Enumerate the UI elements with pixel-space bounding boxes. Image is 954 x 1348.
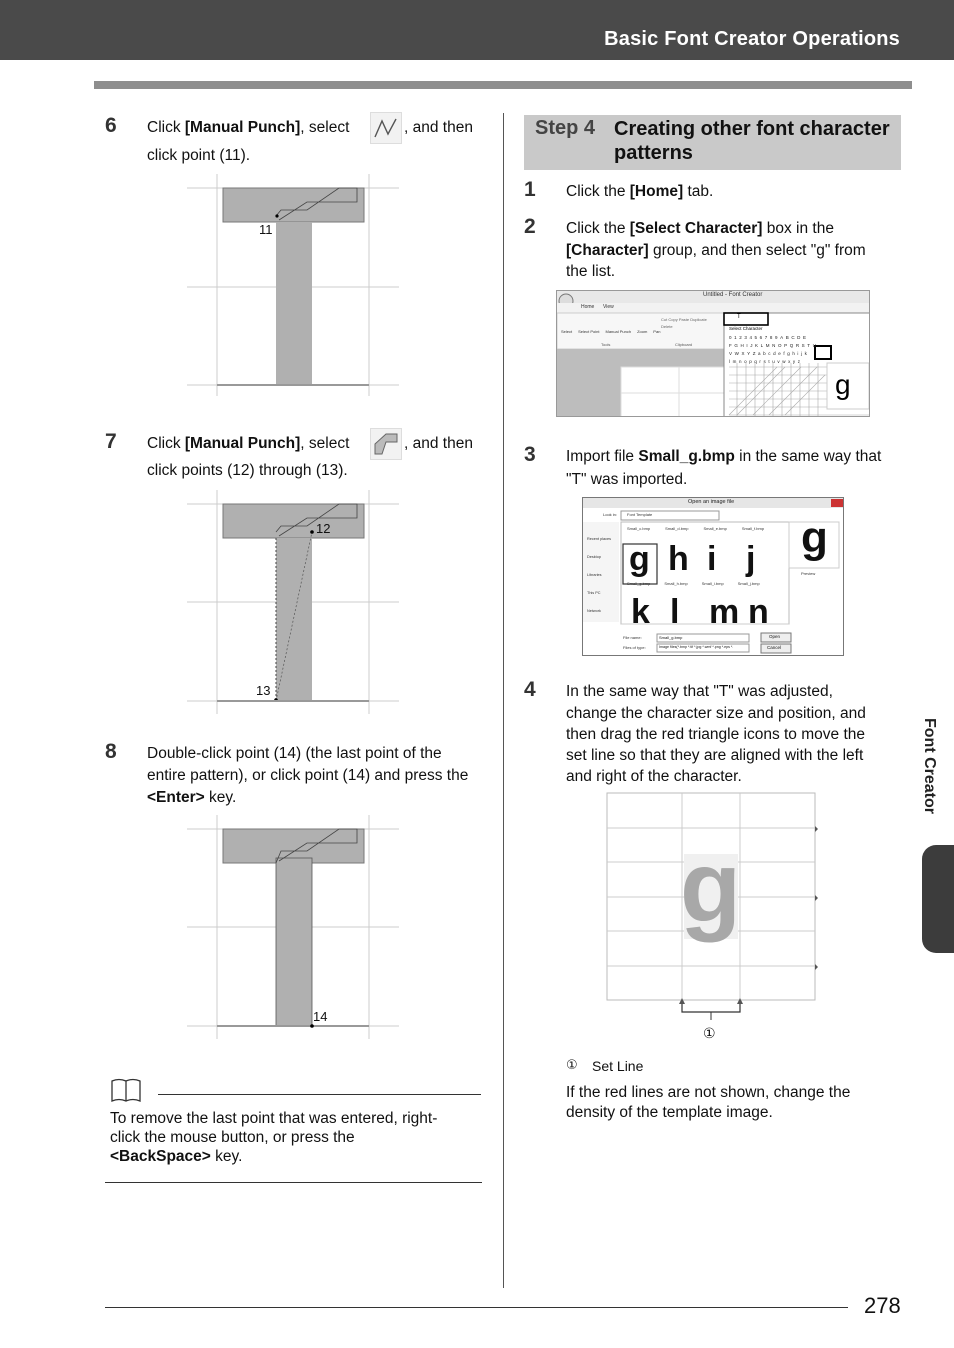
file-names-row-top <box>627 526 764 531</box>
side-tab-marker <box>922 845 954 953</box>
step-7-text-then: , and then <box>404 435 473 452</box>
header-rule <box>94 81 912 89</box>
tool-zoom[interactable]: Zoom <box>637 329 648 334</box>
file-small-c[interactable]: Small_c.bmp <box>627 526 651 531</box>
step-8-text-line2: entire pattern), or click point (14) and press the <box>147 767 469 784</box>
figure-set-line-grid <box>606 792 820 1022</box>
note-line1: To remove the last point that was entered, right- <box>110 1110 438 1127</box>
tool-manual-punch[interactable]: Manual Punch <box>605 329 632 334</box>
char-cell[interactable]: b <box>763 351 769 356</box>
step-8-text-line3 <box>147 787 236 809</box>
char-cell[interactable]: k <box>804 351 810 356</box>
right-step-4-line4: set line so that they are aligned with the left <box>566 747 864 764</box>
page-header-title: Basic Font Creator Operations <box>604 28 900 50</box>
tool-select-point[interactable]: Select Point <box>578 329 600 334</box>
note-line2: click the mouse button, or press the <box>110 1129 355 1146</box>
char-cell[interactable]: 1 <box>734 335 740 340</box>
char-cell[interactable]: o <box>744 359 750 364</box>
step-4-title: Creating other font character patterns <box>614 118 890 164</box>
file-name-small-g: Small_g.bmp <box>638 448 735 465</box>
char-cell[interactable]: h <box>792 351 798 356</box>
right-step-2-line3: the list. <box>566 263 616 280</box>
select-character-box[interactable]: T <box>737 314 741 320</box>
step-6-number: 6 <box>105 114 117 137</box>
file-thumbnails-row2 <box>631 594 787 630</box>
right-step-3-line2: "T" was imported. <box>566 471 688 488</box>
file-type-label: Files of type: <box>623 645 646 650</box>
char-cell[interactable]: t <box>768 359 773 364</box>
thumb-h[interactable]: h <box>668 540 689 578</box>
legend-set-line: Set Line <box>592 1058 644 1074</box>
char-cell[interactable]: L <box>760 343 766 348</box>
area-punch-icon <box>370 428 402 460</box>
file-thumbnails-row1 <box>629 541 785 577</box>
char-cell[interactable]: N <box>772 343 778 348</box>
character-group-label: [Character] <box>566 242 649 259</box>
character-grid[interactable] <box>729 334 869 366</box>
clip-copy[interactable]: Copy <box>668 317 678 322</box>
place-this-pc[interactable]: This PC <box>587 591 601 595</box>
text-run: , select <box>300 435 350 452</box>
char-cell[interactable]: f <box>783 351 788 356</box>
char-cell[interactable]: P <box>784 343 790 348</box>
char-cell[interactable]: 2 <box>739 335 745 340</box>
file-small-j[interactable]: Small_j.bmp <box>737 581 760 586</box>
ribbon-tools-row <box>561 329 660 334</box>
char-row-3 <box>729 350 869 358</box>
legend-marker: ① <box>566 1057 578 1072</box>
char-cell[interactable]: d <box>773 351 779 356</box>
right-step-4-line3: then drag the red triangle icons to move the <box>566 726 865 743</box>
place-libraries[interactable]: Libraries <box>587 573 602 577</box>
place-recent[interactable]: Recent places <box>587 537 612 541</box>
char-cell[interactable]: V <box>729 351 735 356</box>
point-label-11: 11 <box>259 222 273 237</box>
screenshot-font-creator-ribbon <box>556 290 870 417</box>
char-cell[interactable]: 7 <box>764 335 770 340</box>
window-title: Untitled - Font Creator <box>703 292 763 298</box>
step-4-label: Step 4 <box>535 117 596 139</box>
char-cell[interactable]: B <box>785 335 792 340</box>
ribbon-tab-view[interactable]: View <box>603 304 614 310</box>
backspace-key-label: <BackSpace> <box>110 1148 211 1165</box>
page-number: 278 <box>864 1293 901 1318</box>
file-small-i[interactable]: Small_i.bmp <box>701 581 724 586</box>
group-clipboard-label: Clipboard <box>675 342 693 347</box>
char-cell[interactable]: K <box>755 343 761 348</box>
char-cell[interactable]: A <box>780 335 786 340</box>
open-button[interactable]: Open <box>769 634 781 639</box>
place-desktop[interactable]: Desktop <box>587 555 601 559</box>
text-run: key. <box>204 789 237 806</box>
step-7-number: 7 <box>105 430 117 453</box>
text-run: box in the <box>762 220 834 237</box>
file-small-d[interactable]: Small_d.bmp <box>665 526 689 531</box>
manual-punch-label: [Manual Punch] <box>184 119 301 136</box>
side-tab-label <box>920 718 942 830</box>
char-cell[interactable]: S <box>801 343 808 348</box>
places-bar <box>587 530 619 620</box>
footnote-line1: If the red lines are not shown, change the <box>566 1084 851 1101</box>
figure-step-8 <box>187 815 399 1039</box>
text-run: Click the <box>566 220 630 237</box>
tool-pan[interactable]: Pan <box>653 329 661 334</box>
group-tools-label: Tools <box>601 342 611 347</box>
clip-duplicate[interactable]: Duplicate <box>690 317 707 322</box>
char-cell[interactable]: a <box>758 351 764 356</box>
home-tab-label: [Home] <box>629 183 684 200</box>
preview-checkbox[interactable]: Preview <box>801 571 816 576</box>
char-cell[interactable]: e <box>778 351 784 356</box>
char-cell[interactable]: I <box>746 343 751 348</box>
right-step-2-line2 <box>566 240 906 262</box>
thumb-j[interactable]: j <box>746 540 756 578</box>
text-run: Import file <box>566 448 639 465</box>
thumb-n[interactable]: n <box>748 593 769 631</box>
right-step-4-line1: In the same way that "T" was adjusted, <box>566 683 833 700</box>
manual-punch-label: [Manual Punch] <box>184 435 301 452</box>
char-cell[interactable]: 6 <box>759 335 765 340</box>
look-in-dropdown[interactable]: Font Template <box>627 512 653 517</box>
callout-marker-1: ① <box>703 1025 716 1041</box>
step-6-text-then: , and then <box>404 119 473 136</box>
char-cell[interactable]: R <box>795 343 802 348</box>
char-cell[interactable]: J <box>750 343 756 348</box>
char-cell[interactable]: 4 <box>749 335 755 340</box>
step-4-heading-box <box>524 115 901 170</box>
text-run: Click the <box>566 183 630 200</box>
char-cell[interactable]: 8 <box>769 335 775 340</box>
step-8-number: 8 <box>105 740 117 763</box>
footnote-line2: density of the template image. <box>566 1104 773 1121</box>
char-cell-selected-g[interactable]: g <box>787 351 793 356</box>
right-step-4-line5: and right of the character. <box>566 768 742 785</box>
text-run: in the same way that <box>734 448 882 465</box>
clip-paste[interactable]: Paste <box>678 317 690 322</box>
preview-glyph: g <box>801 513 828 562</box>
file-small-f[interactable]: Small_f.bmp <box>741 526 765 531</box>
char-cell[interactable]: x <box>788 359 793 364</box>
char-cell[interactable]: U <box>812 343 819 348</box>
enter-key-label: <Enter> <box>147 789 205 806</box>
file-small-e[interactable]: Small_e.bmp <box>703 526 727 531</box>
thumb-g[interactable]: g <box>629 540 650 578</box>
char-cell[interactable]: Z <box>752 351 759 356</box>
right-step-2-number: 2 <box>524 215 536 238</box>
right-step-3-number: 3 <box>524 443 536 466</box>
text-run: key. <box>210 1148 243 1165</box>
step-7-text-line2: click points (12) through (13). <box>147 462 348 479</box>
char-cell[interactable]: T <box>807 343 813 348</box>
right-step-1-number: 1 <box>524 178 536 201</box>
char-cell[interactable]: p <box>749 359 755 364</box>
column-divider <box>503 113 504 1288</box>
char-cell[interactable]: s <box>763 359 769 364</box>
char-cell[interactable]: O <box>777 343 785 348</box>
point-label-12: 12 <box>316 521 331 536</box>
side-tab-text: Font Creator <box>921 718 938 814</box>
clip-delete[interactable]: Delete <box>661 324 673 329</box>
text-run: Click <box>147 435 185 452</box>
char-cell[interactable]: n <box>738 359 745 364</box>
char-cell[interactable]: Q <box>789 343 796 348</box>
thumb-m[interactable]: m <box>709 593 740 631</box>
clip-cut[interactable]: Cut <box>661 317 668 322</box>
char-cell[interactable]: C <box>791 335 798 340</box>
memo-book-icon <box>110 1078 142 1104</box>
char-cell[interactable]: W <box>734 351 742 356</box>
file-name-label: File name: <box>623 635 642 640</box>
char-cell[interactable]: v <box>777 359 783 364</box>
line-punch-icon <box>370 112 402 144</box>
char-cell[interactable]: j <box>801 351 805 356</box>
thumb-i[interactable]: i <box>707 540 717 578</box>
char-row-1 <box>729 334 869 342</box>
thumb-k[interactable]: k <box>631 593 650 631</box>
step-6-text-line2: click point (11). <box>147 147 251 164</box>
char-cell[interactable]: 0 <box>729 335 735 340</box>
right-step-1-text <box>566 181 713 203</box>
file-names-row1 <box>627 581 760 586</box>
char-row-4 <box>729 358 869 366</box>
file-name-input[interactable]: Small_g.bmp <box>659 635 683 640</box>
point-label-13: 13 <box>256 683 271 698</box>
screenshot-open-image-dialog <box>582 497 844 656</box>
figure-step-6 <box>187 174 399 396</box>
char-cell[interactable]: 3 <box>744 335 750 340</box>
char-cell[interactable]: X <box>741 351 748 356</box>
text-run: , select <box>300 119 350 136</box>
file-small-h[interactable]: Small_h.bmp <box>664 581 688 586</box>
dropdown-title: Select Character <box>729 326 763 331</box>
char-cell[interactable]: z <box>797 359 803 364</box>
cancel-button[interactable]: Cancel <box>767 645 782 650</box>
right-step-4-line2: change the character size and position, and <box>566 705 866 722</box>
text-run: group, and then select "g" from <box>648 242 866 259</box>
text-run: Click <box>147 119 185 136</box>
char-cell[interactable]: M <box>765 343 773 348</box>
char-cell[interactable]: u <box>772 359 778 364</box>
char-cell[interactable]: D <box>797 335 804 340</box>
point-label-14: 14 <box>313 1009 328 1024</box>
clipboard-group <box>661 316 711 330</box>
step-8-text-line1: Double-click point (14) (the last point of the <box>147 745 442 762</box>
preview-glyph-g: g <box>835 369 851 400</box>
char-cell[interactable]: r <box>759 359 764 364</box>
text-run: tab. <box>683 183 714 200</box>
char-cell[interactable]: Y <box>747 351 753 356</box>
char-cell[interactable]: G <box>734 343 741 348</box>
right-step-2-line1 <box>566 218 906 240</box>
char-cell[interactable]: H <box>740 343 747 348</box>
ribbon-tab-home[interactable]: Home <box>581 304 595 310</box>
char-cell[interactable]: y <box>792 359 798 364</box>
char-cell[interactable]: q <box>754 359 760 364</box>
char-cell[interactable]: 5 <box>754 335 760 340</box>
tool-select[interactable]: Select <box>561 329 573 334</box>
note-line3 <box>110 1147 242 1167</box>
look-in-label: Look in: <box>603 512 618 517</box>
select-character-label: [Select Character] <box>629 220 763 237</box>
char-cell[interactable]: i <box>797 351 802 356</box>
file-small-g[interactable]: Small_g.bmp <box>627 581 651 586</box>
note-rule-top <box>158 1094 481 1095</box>
dialog-title: Open an image file <box>688 499 735 505</box>
char-cell[interactable]: c <box>768 351 774 356</box>
file-type-select[interactable]: Image files(*.bmp *.tif *.jpg *.wmf *.png *.eps *. <box>659 645 734 649</box>
right-step-4-number: 4 <box>524 678 536 701</box>
right-step-3-line1 <box>566 446 906 468</box>
char-cell[interactable]: F <box>729 343 735 348</box>
footer-rule <box>105 1307 848 1308</box>
char-cell[interactable]: E <box>803 335 809 340</box>
figure-step-7 <box>187 490 399 714</box>
char-cell[interactable]: 9 <box>774 335 781 340</box>
note-rule-bottom <box>105 1182 482 1183</box>
thumb-l[interactable]: l <box>670 593 680 631</box>
place-network[interactable]: Network <box>587 609 601 613</box>
template-glyph-g: g <box>680 831 742 943</box>
char-cell[interactable]: m <box>732 359 739 364</box>
char-cell[interactable]: l <box>729 359 733 364</box>
char-row-2 <box>729 342 869 350</box>
char-cell[interactable]: w <box>782 359 789 364</box>
